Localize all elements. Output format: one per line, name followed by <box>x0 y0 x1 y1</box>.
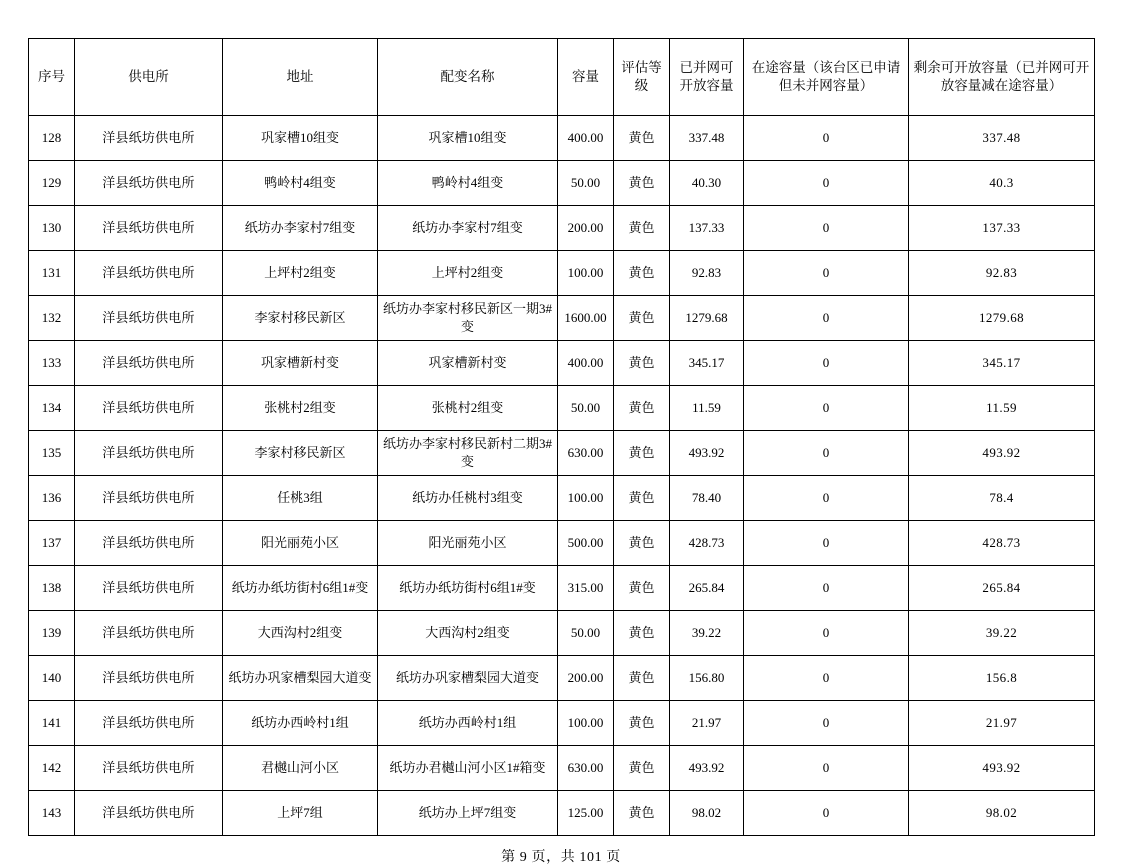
cell-grade: 黄色 <box>614 791 670 836</box>
cell-remaining-capacity: 493.92 <box>909 431 1095 476</box>
cell-supply-office: 洋县纸坊供电所 <box>75 206 223 251</box>
cell-open-capacity: 78.40 <box>670 476 744 521</box>
table-row <box>29 161 1095 206</box>
cell-transit-capacity: 0 <box>744 431 909 476</box>
cell-capacity: 630.00 <box>558 746 614 791</box>
cell-open-capacity: 11.59 <box>670 386 744 431</box>
cell-index: 139 <box>29 611 75 656</box>
cell-transformer-name: 纸坊办上坪7组变 <box>378 791 558 836</box>
cell-index: 143 <box>29 791 75 836</box>
column-header-index: 序号 <box>29 39 75 116</box>
cell-supply-office: 洋县纸坊供电所 <box>75 791 223 836</box>
cell-capacity: 500.00 <box>558 521 614 566</box>
cell-remaining-capacity: 40.3 <box>909 161 1095 206</box>
cell-transformer-name: 纸坊办任桃村3组变 <box>378 476 558 521</box>
cell-supply-office: 洋县纸坊供电所 <box>75 431 223 476</box>
table-header-row <box>29 39 1095 116</box>
cell-remaining-capacity: 156.8 <box>909 656 1095 701</box>
cell-capacity: 100.00 <box>558 476 614 521</box>
cell-supply-office: 洋县纸坊供电所 <box>75 341 223 386</box>
cell-remaining-capacity: 137.33 <box>909 206 1095 251</box>
cell-transformer-name: 纸坊办李家村7组变 <box>378 206 558 251</box>
table-row <box>29 566 1095 611</box>
cell-transit-capacity: 0 <box>744 521 909 566</box>
cell-index: 141 <box>29 701 75 746</box>
cell-grade: 黄色 <box>614 431 670 476</box>
cell-grade: 黄色 <box>614 521 670 566</box>
cell-address: 任桃3组 <box>223 476 378 521</box>
cell-remaining-capacity: 428.73 <box>909 521 1095 566</box>
cell-open-capacity: 156.80 <box>670 656 744 701</box>
cell-supply-office: 洋县纸坊供电所 <box>75 701 223 746</box>
cell-transformer-name: 纸坊办李家村移民新村二期3#变 <box>378 431 558 476</box>
cell-remaining-capacity: 1279.68 <box>909 296 1095 341</box>
table-row <box>29 386 1095 431</box>
cell-supply-office: 洋县纸坊供电所 <box>75 656 223 701</box>
cell-transformer-name: 纸坊办李家村移民新区一期3#变 <box>378 296 558 341</box>
cell-address: 上坪村2组变 <box>223 251 378 296</box>
column-header-supply-office: 供电所 <box>75 39 223 116</box>
cell-grade: 黄色 <box>614 566 670 611</box>
cell-address: 鸭岭村4组变 <box>223 161 378 206</box>
cell-grade: 黄色 <box>614 746 670 791</box>
cell-grade: 黄色 <box>614 476 670 521</box>
cell-capacity: 200.00 <box>558 656 614 701</box>
cell-transformer-name: 纸坊办君樾山河小区1#箱变 <box>378 746 558 791</box>
cell-address: 纸坊办李家村7组变 <box>223 206 378 251</box>
cell-grade: 黄色 <box>614 341 670 386</box>
cell-transformer-name: 纸坊办西岭村1组 <box>378 701 558 746</box>
table-row <box>29 746 1095 791</box>
cell-index: 140 <box>29 656 75 701</box>
cell-remaining-capacity: 98.02 <box>909 791 1095 836</box>
cell-supply-office: 洋县纸坊供电所 <box>75 521 223 566</box>
cell-transit-capacity: 0 <box>744 251 909 296</box>
cell-index: 131 <box>29 251 75 296</box>
cell-transit-capacity: 0 <box>744 611 909 656</box>
capacity-table <box>28 38 1095 836</box>
page-footer: 第 9 页，共 101 页 <box>501 850 621 865</box>
cell-index: 137 <box>29 521 75 566</box>
cell-open-capacity: 92.83 <box>670 251 744 296</box>
cell-transformer-name: 巩家槽新村变 <box>378 341 558 386</box>
cell-capacity: 630.00 <box>558 431 614 476</box>
cell-supply-office: 洋县纸坊供电所 <box>75 611 223 656</box>
cell-transformer-name: 张桃村2组变 <box>378 386 558 431</box>
cell-transit-capacity: 0 <box>744 206 909 251</box>
column-header-capacity: 容量 <box>558 39 614 116</box>
cell-capacity: 50.00 <box>558 161 614 206</box>
cell-address: 李家村移民新区 <box>223 296 378 341</box>
cell-capacity: 1600.00 <box>558 296 614 341</box>
cell-address: 巩家槽10组变 <box>223 116 378 161</box>
column-header-transformer-name: 配变名称 <box>378 39 558 116</box>
cell-transformer-name: 纸坊办巩家槽梨园大道变 <box>378 656 558 701</box>
cell-transit-capacity: 0 <box>744 656 909 701</box>
cell-grade: 黄色 <box>614 251 670 296</box>
cell-address: 阳光丽苑小区 <box>223 521 378 566</box>
cell-grade: 黄色 <box>614 656 670 701</box>
cell-supply-office: 洋县纸坊供电所 <box>75 476 223 521</box>
cell-remaining-capacity: 265.84 <box>909 566 1095 611</box>
cell-open-capacity: 39.22 <box>670 611 744 656</box>
cell-open-capacity: 98.02 <box>670 791 744 836</box>
cell-address: 李家村移民新区 <box>223 431 378 476</box>
cell-remaining-capacity: 39.22 <box>909 611 1095 656</box>
table-row <box>29 521 1095 566</box>
cell-grade: 黄色 <box>614 161 670 206</box>
cell-open-capacity: 345.17 <box>670 341 744 386</box>
cell-open-capacity: 493.92 <box>670 746 744 791</box>
cell-open-capacity: 428.73 <box>670 521 744 566</box>
cell-index: 142 <box>29 746 75 791</box>
column-header-grade: 评估等级 <box>614 39 670 116</box>
table-row <box>29 296 1095 341</box>
cell-index: 128 <box>29 116 75 161</box>
cell-transit-capacity: 0 <box>744 476 909 521</box>
cell-index: 133 <box>29 341 75 386</box>
cell-transformer-name: 纸坊办纸坊街村6组1#变 <box>378 566 558 611</box>
column-header-open-capacity: 已并网可开放容量 <box>670 39 744 116</box>
cell-transformer-name: 阳光丽苑小区 <box>378 521 558 566</box>
table-row <box>29 116 1095 161</box>
cell-transit-capacity: 0 <box>744 791 909 836</box>
cell-capacity: 50.00 <box>558 386 614 431</box>
cell-capacity: 400.00 <box>558 341 614 386</box>
cell-supply-office: 洋县纸坊供电所 <box>75 566 223 611</box>
table-header <box>29 39 1095 116</box>
table-row <box>29 341 1095 386</box>
cell-supply-office: 洋县纸坊供电所 <box>75 746 223 791</box>
cell-remaining-capacity: 345.17 <box>909 341 1095 386</box>
cell-transformer-name: 上坪村2组变 <box>378 251 558 296</box>
cell-transit-capacity: 0 <box>744 701 909 746</box>
cell-address: 纸坊办巩家槽梨园大道变 <box>223 656 378 701</box>
cell-transformer-name: 鸭岭村4组变 <box>378 161 558 206</box>
cell-transit-capacity: 0 <box>744 566 909 611</box>
cell-transit-capacity: 0 <box>744 386 909 431</box>
cell-supply-office: 洋县纸坊供电所 <box>75 161 223 206</box>
cell-address: 纸坊办纸坊街村6组1#变 <box>223 566 378 611</box>
table-row <box>29 476 1095 521</box>
cell-transit-capacity: 0 <box>744 341 909 386</box>
cell-grade: 黄色 <box>614 611 670 656</box>
cell-index: 129 <box>29 161 75 206</box>
table-row <box>29 656 1095 701</box>
cell-capacity: 100.00 <box>558 251 614 296</box>
cell-index: 135 <box>29 431 75 476</box>
cell-remaining-capacity: 78.4 <box>909 476 1095 521</box>
cell-open-capacity: 265.84 <box>670 566 744 611</box>
table-row <box>29 701 1095 746</box>
cell-grade: 黄色 <box>614 206 670 251</box>
cell-transit-capacity: 0 <box>744 116 909 161</box>
column-header-transit-capacity: 在途容量（该台区已申请但未并网容量） <box>744 39 909 116</box>
cell-open-capacity: 40.30 <box>670 161 744 206</box>
table-row <box>29 611 1095 656</box>
cell-address: 大西沟村2组变 <box>223 611 378 656</box>
table-row <box>29 431 1095 476</box>
cell-supply-office: 洋县纸坊供电所 <box>75 251 223 296</box>
cell-remaining-capacity: 493.92 <box>909 746 1095 791</box>
cell-remaining-capacity: 11.59 <box>909 386 1095 431</box>
cell-transformer-name: 大西沟村2组变 <box>378 611 558 656</box>
cell-address: 君樾山河小区 <box>223 746 378 791</box>
cell-transit-capacity: 0 <box>744 161 909 206</box>
cell-index: 136 <box>29 476 75 521</box>
cell-supply-office: 洋县纸坊供电所 <box>75 116 223 161</box>
cell-transit-capacity: 0 <box>744 296 909 341</box>
cell-capacity: 50.00 <box>558 611 614 656</box>
cell-remaining-capacity: 337.48 <box>909 116 1095 161</box>
cell-grade: 黄色 <box>614 116 670 161</box>
table-row <box>29 791 1095 836</box>
cell-transit-capacity: 0 <box>744 746 909 791</box>
cell-supply-office: 洋县纸坊供电所 <box>75 386 223 431</box>
cell-index: 138 <box>29 566 75 611</box>
cell-address: 上坪7组 <box>223 791 378 836</box>
cell-supply-office: 洋县纸坊供电所 <box>75 296 223 341</box>
table-body <box>29 116 1095 836</box>
cell-index: 130 <box>29 206 75 251</box>
cell-grade: 黄色 <box>614 386 670 431</box>
cell-grade: 黄色 <box>614 701 670 746</box>
cell-capacity: 100.00 <box>558 701 614 746</box>
cell-remaining-capacity: 21.97 <box>909 701 1095 746</box>
cell-open-capacity: 137.33 <box>670 206 744 251</box>
cell-grade: 黄色 <box>614 296 670 341</box>
cell-capacity: 400.00 <box>558 116 614 161</box>
cell-transformer-name: 巩家槽10组变 <box>378 116 558 161</box>
cell-capacity: 200.00 <box>558 206 614 251</box>
column-header-address: 地址 <box>223 39 378 116</box>
cell-index: 132 <box>29 296 75 341</box>
cell-open-capacity: 493.92 <box>670 431 744 476</box>
cell-capacity: 315.00 <box>558 566 614 611</box>
cell-remaining-capacity: 92.83 <box>909 251 1095 296</box>
cell-open-capacity: 337.48 <box>670 116 744 161</box>
cell-index: 134 <box>29 386 75 431</box>
cell-address: 纸坊办西岭村1组 <box>223 701 378 746</box>
cell-address: 巩家槽新村变 <box>223 341 378 386</box>
table-row <box>29 206 1095 251</box>
column-header-remaining-capacity: 剩余可开放容量（已并网可开放容量减在途容量） <box>909 39 1095 116</box>
cell-address: 张桃村2组变 <box>223 386 378 431</box>
cell-open-capacity: 1279.68 <box>670 296 744 341</box>
cell-capacity: 125.00 <box>558 791 614 836</box>
cell-open-capacity: 21.97 <box>670 701 744 746</box>
table-row <box>29 251 1095 296</box>
